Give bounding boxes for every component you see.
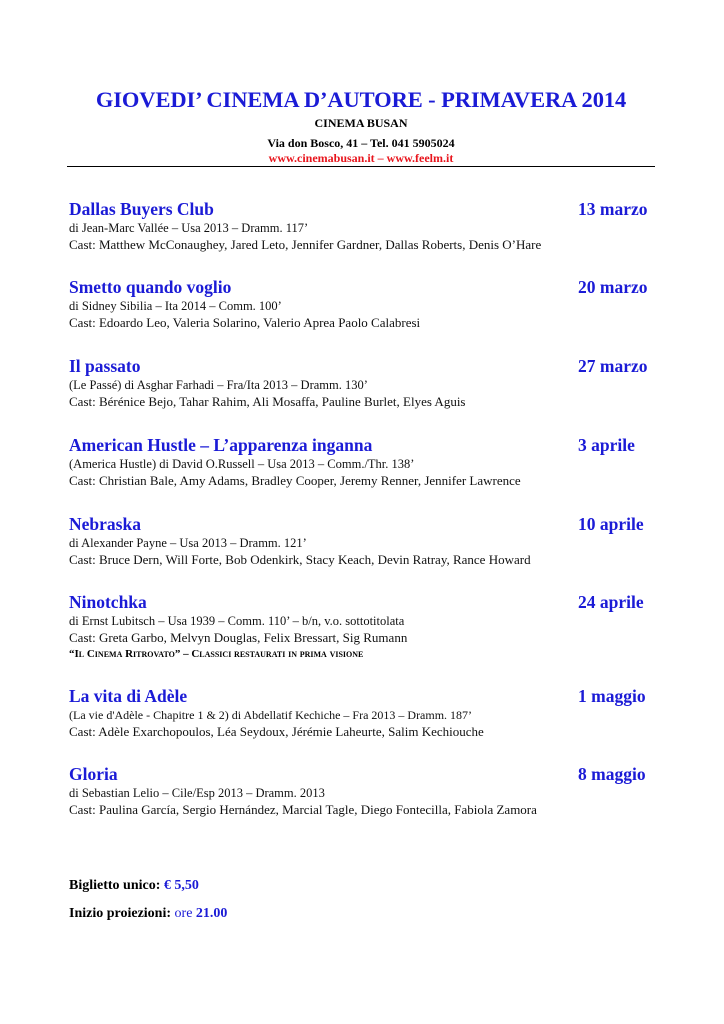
film-director: (La vie d'Adèle - Chapitre 1 & 2) di Abdellatif Kechiche – Fra 2013 – Dramm. 187’	[69, 708, 473, 722]
film-cast: Cast: Greta Garbo, Melvyn Douglas, Felix Bressart, Sig Rumann	[69, 630, 408, 645]
film-title: Gloria	[69, 764, 118, 784]
film-date: 8 maggio	[578, 764, 646, 784]
film-title: La vita di Adèle	[69, 686, 188, 706]
start-time-line	[69, 905, 227, 923]
film-entry	[69, 591, 669, 662]
venue-name: CINEMA BUSAN	[314, 116, 408, 130]
film-entry	[69, 513, 669, 568]
film-director: (Le Passé) di Asghar Farhadi – Fra/Ita 2013 – Dramm. 130’	[69, 378, 368, 392]
start-time: 21.00	[195, 906, 228, 921]
film-date: 3 aprile	[578, 435, 635, 455]
start-label: Inizio proiezioni:	[69, 906, 172, 921]
film-director: (America Hustle) di David O.Russell – Usa 2013 – Comm./Thr. 138’	[69, 457, 415, 471]
film-director: di Ernst Lubitsch – Usa 1939 – Comm. 110’ – b/n, v.o. sottotitolata	[69, 614, 405, 628]
film-entry	[69, 276, 669, 331]
ticket-price: € 5,50	[163, 878, 199, 893]
document-header	[67, 86, 655, 166]
film-entry	[69, 434, 669, 489]
film-date: 13 marzo	[578, 199, 648, 219]
film-director: di Jean-Marc Vallée – Usa 2013 – Dramm. 117’	[69, 221, 309, 235]
start-time-prefix: ore	[174, 906, 193, 921]
film-date: 27 marzo	[578, 356, 648, 376]
film-director: di Alexander Payne – Usa 2013 – Dramm. 121’	[69, 536, 307, 550]
film-entry	[69, 355, 669, 410]
film-entry	[69, 198, 669, 253]
film-title: American Hustle – L’apparenza inganna	[69, 435, 373, 455]
film-cast: Cast: Matthew McConaughey, Jared Leto, Jennifer Gardner, Dallas Roberts, Denis O’Hare	[69, 237, 542, 252]
film-date: 10 aprile	[578, 514, 644, 534]
film-title: Il passato	[69, 356, 141, 376]
film-cast: Cast: Edoardo Leo, Valeria Solarino, Valerio Aprea Paolo Calabresi	[69, 315, 421, 330]
film-entry	[69, 763, 669, 818]
film-entry	[69, 685, 669, 740]
film-cast: Cast: Bruce Dern, Will Forte, Bob Odenkirk, Stacy Keach, Devin Ratray, Rance Howard	[69, 552, 531, 567]
ticket-price-line	[69, 877, 199, 895]
film-date: 24 aprile	[578, 592, 644, 612]
film-title: Ninotchka	[69, 592, 147, 612]
page-title: GIOVEDI’ CINEMA D’AUTORE - PRIMAVERA 2014	[95, 87, 627, 112]
film-date: 20 marzo	[578, 277, 648, 297]
film-note: “Il Cinema Ritrovato” – Classici restaurati in prima visione	[69, 648, 364, 660]
film-title: Smetto quando voglio	[69, 277, 232, 297]
film-title: Nebraska	[69, 514, 141, 534]
film-date: 1 maggio	[578, 686, 646, 706]
film-director: di Sebastian Lelio – Cile/Esp 2013 – Dramm. 2013	[69, 786, 325, 800]
film-cast: Cast: Bérénice Bejo, Tahar Rahim, Ali Mosaffa, Pauline Burlet, Elyes Aguis	[69, 394, 466, 409]
header-divider	[67, 166, 655, 167]
film-cast: Cast: Adèle Exarchopoulos, Léa Seydoux, Jérémie Laheurte, Salim Kechiouche	[69, 724, 484, 739]
film-cast: Cast: Paulina García, Sergio Hernández, Marcial Tagle, Diego Fontecilla, Fabiola Zamora	[69, 802, 537, 817]
venue-websites: www.cinemabusan.it – www.feelm.it	[268, 151, 454, 165]
ticket-label: Biglietto unico:	[69, 878, 161, 893]
film-title: Dallas Buyers Club	[69, 199, 214, 219]
venue-address: Via don Bosco, 41 – Tel. 041 5905024	[267, 136, 455, 150]
film-cast: Cast: Christian Bale, Amy Adams, Bradley Cooper, Jeremy Renner, Jennifer Lawrence	[69, 473, 521, 488]
film-director: di Sidney Sibilia – Ita 2014 – Comm. 100’	[69, 299, 282, 313]
